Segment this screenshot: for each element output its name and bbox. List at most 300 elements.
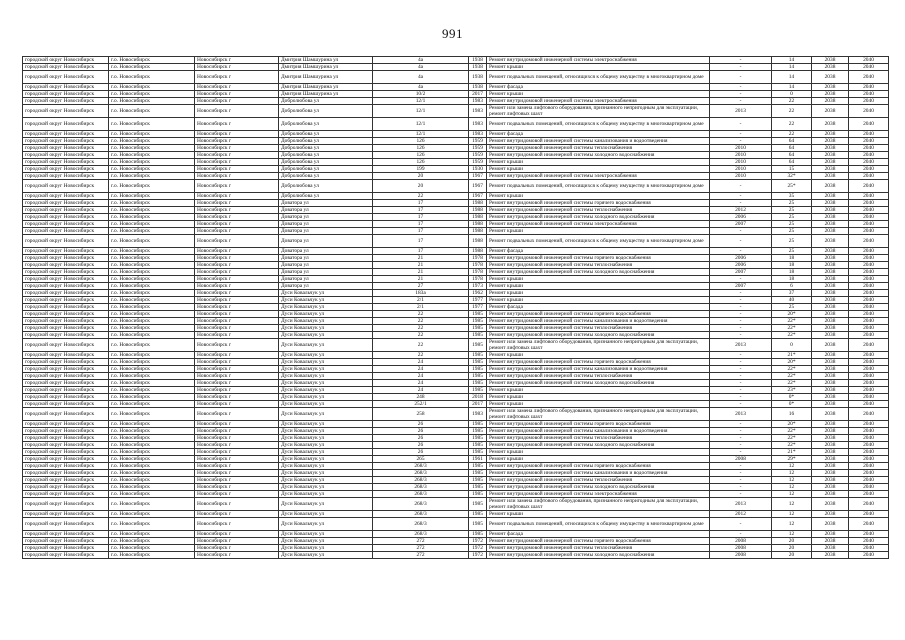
plan-start-cell: 2038 [812,545,849,552]
plan-end-cell: 2040 [849,152,889,159]
locality-cell: Новосибирск г [195,552,279,559]
work-type-cell: Ремонт крыши [487,276,710,283]
year-built-cell: 1985 [469,352,487,359]
work-type-cell: Ремонт или замена лифтового оборудования, признанного непригодным для эксплуатации, ремонт лифтовых шахт [487,408,710,421]
municipality-cell: городской округ Новосибирск [23,228,109,235]
year-built-cell: 1977 [469,304,487,311]
municipality-cell: городской округ Новосибирск [23,131,109,138]
house-number-cell: 20 [373,180,469,193]
house-number-cell: 26 [373,428,469,435]
plan-start-cell: 2038 [812,304,849,311]
table-row [23,248,889,255]
last-repair-year-cell: - [710,200,772,207]
plan-start-cell: 2038 [812,470,849,477]
plan-start-cell: 2038 [812,352,849,359]
plan-start-cell: 2038 [812,105,849,118]
last-repair-year-cell: - [710,276,772,283]
municipality-cell: городской округ Новосибирск [23,276,109,283]
house-number-cell: 22 [373,352,469,359]
year-built-cell: 1988 [469,200,487,207]
locality-cell: Новосибирск г [195,297,279,304]
wear-cell: 0 [772,91,812,98]
settlement-cell: г.о. Новосибирск [109,332,195,339]
locality-cell: Новосибирск г [195,235,279,248]
settlement-cell: г.о. Новосибирск [109,207,195,214]
year-built-cell: 1985 [469,449,487,456]
last-repair-year-cell: - [710,518,772,531]
municipality-cell: городской округ Новосибирск [23,470,109,477]
last-repair-year-cell: - [710,118,772,131]
table-row [23,131,889,138]
street-cell: Дуси Ковальчук ул [279,456,373,463]
plan-end-cell: 2040 [849,435,889,442]
plan-start-cell: 2038 [812,64,849,71]
settlement-cell: г.о. Новосибирск [109,91,195,98]
street-cell: Дмитрия Шамшурина ул [279,64,373,71]
last-repair-year-cell: - [710,304,772,311]
plan-end-cell: 2040 [849,71,889,84]
street-cell: Доватора ул [279,262,373,269]
last-repair-year-cell: 2010 [710,145,772,152]
street-cell: Дуси Ковальчук ул [279,498,373,511]
municipality-cell: городской округ Новосибирск [23,248,109,255]
plan-end-cell: 2040 [849,339,889,352]
house-number-cell: 22 [373,332,469,339]
street-cell: Дуси Ковальчук ул [279,325,373,332]
street-cell: Дуси Ковальчук ул [279,538,373,545]
house-number-cell: 21 [373,262,469,269]
year-built-cell: 1985 [469,380,487,387]
work-type-cell: Ремонт внутридомовой инженерной системы электроснабжения [487,173,710,180]
table-row [23,145,889,152]
year-built-cell: 1978 [469,255,487,262]
settlement-cell: г.о. Новосибирск [109,531,195,538]
plan-end-cell: 2040 [849,538,889,545]
work-type-cell: Ремонт фасада [487,84,710,91]
last-repair-year-cell: 2008 [710,552,772,559]
table-row [23,180,889,193]
last-repair-year-cell: - [710,359,772,366]
year-built-cell: 1930 [469,166,487,173]
house-number-cell: 268/3 [373,498,469,511]
plan-end-cell: 2040 [849,387,889,394]
plan-start-cell: 2038 [812,248,849,255]
locality-cell: Новосибирск г [195,491,279,498]
street-cell: Добролюбова ул [279,138,373,145]
locality-cell: Новосибирск г [195,159,279,166]
settlement-cell: г.о. Новосибирск [109,442,195,449]
wear-cell: 64 [772,145,812,152]
year-built-cell: 1961 [469,456,487,463]
wear-cell: 18 [772,276,812,283]
year-built-cell: 1983 [469,131,487,138]
municipality-cell: городской округ Новосибирск [23,538,109,545]
wear-cell: 20* [772,311,812,318]
plan-start-cell: 2038 [812,159,849,166]
last-repair-year-cell: - [710,394,772,401]
locality-cell: Новосибирск г [195,269,279,276]
locality-cell: Новосибирск г [195,207,279,214]
municipality-cell: городской округ Новосибирск [23,304,109,311]
table-row [23,463,889,470]
house-number-cell: 12/1 [373,118,469,131]
last-repair-year-cell: - [710,98,772,105]
municipality-cell: городской округ Новосибирск [23,552,109,559]
house-number-cell: 17 [373,221,469,228]
settlement-cell: г.о. Новосибирск [109,325,195,332]
street-cell: Дуси Ковальчук ул [279,366,373,373]
street-cell: Дуси Ковальчук ул [279,511,373,518]
table-row [23,173,889,180]
plan-end-cell: 2040 [849,166,889,173]
wear-cell: 14 [772,64,812,71]
year-built-cell: 1985 [469,477,487,484]
table-row [23,214,889,221]
last-repair-year-cell: - [710,325,772,332]
settlement-cell: г.о. Новосибирск [109,456,195,463]
plan-start-cell: 2038 [812,71,849,84]
work-type-cell: Ремонт внутридомовой инженерной системы электроснабжения [487,98,710,105]
street-cell: Дуси Ковальчук ул [279,435,373,442]
year-built-cell: 1959 [469,152,487,159]
plan-end-cell: 2040 [849,64,889,71]
year-built-cell: 1972 [469,545,487,552]
table-row [23,311,889,318]
locality-cell: Новосибирск г [195,64,279,71]
locality-cell: Новосибирск г [195,428,279,435]
municipality-cell: городской округ Новосибирск [23,64,109,71]
year-built-cell: 1983 [469,118,487,131]
wear-cell: 20* [772,359,812,366]
municipality-cell: городской округ Новосибирск [23,98,109,105]
wear-cell: 20 [772,545,812,552]
locality-cell: Новосибирск г [195,255,279,262]
table-row [23,401,889,408]
wear-cell: 20 [772,538,812,545]
table-row [23,304,889,311]
work-type-cell: Ремонт подвальных помещений, относящихся к общему имуществу в многоквартирном доме [487,180,710,193]
last-repair-year-cell: - [710,435,772,442]
work-type-cell: Ремонт внутридомовой инженерной системы холодного водоснабжения [487,552,710,559]
year-built-cell: 1985 [469,359,487,366]
table-row [23,200,889,207]
page-number: 991 [442,26,463,41]
work-type-cell: Ремонт крыши [487,394,710,401]
house-number-cell: 2/1 [373,304,469,311]
house-number-cell: 272 [373,545,469,552]
street-cell: Добролюбова ул [279,193,373,200]
settlement-cell: г.о. Новосибирск [109,511,195,518]
house-number-cell: 21 [373,255,469,262]
wear-cell: 37 [772,290,812,297]
plan-start-cell: 2038 [812,435,849,442]
settlement-cell: г.о. Новосибирск [109,421,195,428]
last-repair-year-cell: - [710,71,772,84]
wear-cell: 18 [772,269,812,276]
municipality-cell: городской округ Новосибирск [23,401,109,408]
year-built-cell: 1938 [469,84,487,91]
wear-cell: 21* [772,449,812,456]
locality-cell: Новосибирск г [195,435,279,442]
municipality-cell: городской округ Новосибирск [23,442,109,449]
work-type-cell: Ремонт или замена лифтового оборудования, признанного непригодным для эксплуатации, ремонт лифтовых шахт [487,498,710,511]
settlement-cell: г.о. Новосибирск [109,159,195,166]
work-type-cell: Ремонт крыши [487,64,710,71]
work-type-cell: Ремонт внутридомовой инженерной системы теплоснабжения [487,325,710,332]
table-row [23,484,889,491]
municipality-cell: городской округ Новосибирск [23,118,109,131]
locality-cell: Новосибирск г [195,221,279,228]
table-row [23,352,889,359]
settlement-cell: г.о. Новосибирск [109,255,195,262]
settlement-cell: г.о. Новосибирск [109,145,195,152]
table-row [23,290,889,297]
last-repair-year-cell: - [710,380,772,387]
settlement-cell: г.о. Новосибирск [109,152,195,159]
last-repair-year-cell: - [710,477,772,484]
house-number-cell: 199 [373,166,469,173]
work-type-cell: Ремонт крыши [487,387,710,394]
municipality-cell: городской округ Новосибирск [23,318,109,325]
work-type-cell: Ремонт фасада [487,304,710,311]
plan-start-cell: 2038 [812,276,849,283]
street-cell: Дуси Ковальчук ул [279,318,373,325]
work-type-cell: Ремонт крыши [487,166,710,173]
plan-end-cell: 2040 [849,552,889,559]
settlement-cell: г.о. Новосибирск [109,105,195,118]
house-number-cell: 22 [373,193,469,200]
locality-cell: Новосибирск г [195,248,279,255]
year-built-cell: 1938 [469,64,487,71]
last-repair-year-cell: - [710,428,772,435]
locality-cell: Новосибирск г [195,477,279,484]
municipality-cell: городской округ Новосибирск [23,421,109,428]
house-number-cell: 268/3 [373,484,469,491]
wear-cell: 25 [772,207,812,214]
last-repair-year-cell: - [710,332,772,339]
house-number-cell: 12/1 [373,105,469,118]
settlement-cell: г.о. Новосибирск [109,359,195,366]
year-built-cell: 1985 [469,325,487,332]
plan-end-cell: 2040 [849,255,889,262]
municipality-cell: городской округ Новосибирск [23,180,109,193]
last-repair-year-cell: 2010 [710,173,772,180]
municipality-cell: городской округ Новосибирск [23,214,109,221]
settlement-cell: г.о. Новосибирск [109,98,195,105]
table-row [23,421,889,428]
plan-end-cell: 2040 [849,248,889,255]
municipality-cell: городской округ Новосибирск [23,269,109,276]
wear-cell: 12 [772,498,812,511]
house-number-cell: 268/3 [373,470,469,477]
table-row [23,442,889,449]
plan-start-cell: 2038 [812,118,849,131]
wear-cell: 12 [772,531,812,538]
municipality-cell: городской округ Новосибирск [23,435,109,442]
year-built-cell: 1962 [469,290,487,297]
table-row [23,531,889,538]
municipality-cell: городской округ Новосибирск [23,173,109,180]
last-repair-year-cell: 2006 [710,255,772,262]
table-row [23,477,889,484]
street-cell: Дмитрия Шамшурина ул [279,57,373,64]
municipality-cell: городской округ Новосибирск [23,332,109,339]
wear-cell: 22* [772,332,812,339]
locality-cell: Новосибирск г [195,401,279,408]
street-cell: Дуси Ковальчук ул [279,311,373,318]
last-repair-year-cell: - [710,131,772,138]
table-row [23,339,889,352]
last-repair-year-cell: 2010 [710,152,772,159]
wear-cell: 6 [772,283,812,290]
street-cell: Дуси Ковальчук ул [279,304,373,311]
plan-end-cell: 2040 [849,531,889,538]
year-built-cell: 1985 [469,442,487,449]
table-row [23,235,889,248]
last-repair-year-cell: 2007 [710,221,772,228]
locality-cell: Новосибирск г [195,325,279,332]
wear-cell: 32* [772,173,812,180]
municipality-cell: городской округ Новосибирск [23,339,109,352]
table-row [23,228,889,235]
table-row [23,538,889,545]
work-type-cell: Ремонт внутридомовой инженерной системы горячего водоснабжения [487,463,710,470]
wear-cell: 40 [772,297,812,304]
settlement-cell: г.о. Новосибирск [109,118,195,131]
plan-end-cell: 2040 [849,262,889,269]
wear-cell: 25 [772,248,812,255]
house-number-cell: 26 [373,449,469,456]
municipality-cell: городской округ Новосибирск [23,531,109,538]
settlement-cell: г.о. Новосибирск [109,545,195,552]
table-row [23,435,889,442]
locality-cell: Новосибирск г [195,456,279,463]
municipality-cell: городской округ Новосибирск [23,138,109,145]
locality-cell: Новосибирск г [195,545,279,552]
wear-cell: 0 [772,339,812,352]
year-built-cell: 1938 [469,71,487,84]
settlement-cell: г.о. Новосибирск [109,552,195,559]
plan-start-cell: 2038 [812,193,849,200]
plan-end-cell: 2040 [849,57,889,64]
plan-start-cell: 2038 [812,456,849,463]
work-type-cell: Ремонт крыши [487,228,710,235]
locality-cell: Новосибирск г [195,91,279,98]
last-repair-year-cell: - [710,352,772,359]
plan-start-cell: 2038 [812,173,849,180]
year-built-cell: 1988 [469,214,487,221]
table-row [23,491,889,498]
plan-end-cell: 2040 [849,145,889,152]
plan-end-cell: 2040 [849,131,889,138]
wear-cell: 12 [772,470,812,477]
work-type-cell: Ремонт внутридомовой инженерной системы теплоснабжения [487,435,710,442]
plan-end-cell: 2040 [849,545,889,552]
plan-start-cell: 2038 [812,235,849,248]
last-repair-year-cell: 2007 [710,269,772,276]
table-row [23,91,889,98]
street-cell: Дмитрия Шамшурина ул [279,84,373,91]
street-cell: Дуси Ковальчук ул [279,297,373,304]
house-number-cell: 26 [373,421,469,428]
work-type-cell: Ремонт внутридомовой инженерной системы канализования и водоотведения [487,470,710,477]
street-cell: Добролюбова ул [279,166,373,173]
last-repair-year-cell: - [710,421,772,428]
street-cell: Дуси Ковальчук ул [279,484,373,491]
wear-cell: 25 [772,235,812,248]
locality-cell: Новосибирск г [195,200,279,207]
table-row [23,545,889,552]
plan-start-cell: 2038 [812,91,849,98]
plan-start-cell: 2038 [812,463,849,470]
house-number-cell: 17 [373,207,469,214]
last-repair-year-cell: 2008 [710,538,772,545]
plan-start-cell: 2038 [812,152,849,159]
street-cell: Доватора ул [279,200,373,207]
table-row [23,408,889,421]
locality-cell: Новосибирск г [195,105,279,118]
wear-cell: 0* [772,394,812,401]
settlement-cell: г.о. Новосибирск [109,173,195,180]
work-type-cell: Ремонт внутридомовой инженерной системы канализования и водоотведения [487,318,710,325]
municipality-cell: городской округ Новосибирск [23,484,109,491]
plan-end-cell: 2040 [849,283,889,290]
street-cell: Добролюбова ул [279,173,373,180]
work-type-cell: Ремонт фасада [487,531,710,538]
settlement-cell: г.о. Новосибирск [109,180,195,193]
locality-cell: Новосибирск г [195,531,279,538]
plan-end-cell: 2040 [849,408,889,421]
year-built-cell: 1988 [469,221,487,228]
plan-start-cell: 2038 [812,373,849,380]
municipality-cell: городской округ Новосибирск [23,91,109,98]
street-cell: Дуси Ковальчук ул [279,552,373,559]
last-repair-year-cell: - [710,449,772,456]
work-type-cell: Ремонт крыши [487,511,710,518]
locality-cell: Новосибирск г [195,98,279,105]
last-repair-year-cell: 2006 [710,214,772,221]
street-cell: Дмитрия Шамшурина ул [279,91,373,98]
wear-cell: 25* [772,180,812,193]
house-number-cell: 4а [373,64,469,71]
house-number-cell: 265 [373,456,469,463]
settlement-cell: г.о. Новосибирск [109,435,195,442]
locality-cell: Новосибирск г [195,511,279,518]
wear-cell: 25 [772,304,812,311]
table-row [23,498,889,511]
locality-cell: Новосибирск г [195,484,279,491]
street-cell: Доватора ул [279,221,373,228]
plan-end-cell: 2040 [849,221,889,228]
work-type-cell: Ремонт крыши [487,91,710,98]
plan-start-cell: 2038 [812,214,849,221]
plan-end-cell: 2040 [849,477,889,484]
year-built-cell: 1983 [469,98,487,105]
house-number-cell: 17 [373,228,469,235]
municipality-cell: городской округ Новосибирск [23,152,109,159]
municipality-cell: городской округ Новосибирск [23,159,109,166]
last-repair-year-cell: - [710,64,772,71]
wear-cell: 22* [772,380,812,387]
plan-end-cell: 2040 [849,235,889,248]
house-number-cell: 2/1 [373,297,469,304]
last-repair-year-cell: - [710,373,772,380]
settlement-cell: г.о. Новосибирск [109,408,195,421]
wear-cell: 25 [772,221,812,228]
settlement-cell: г.о. Новосибирск [109,57,195,64]
table-row [23,373,889,380]
wear-cell: 25 [772,228,812,235]
